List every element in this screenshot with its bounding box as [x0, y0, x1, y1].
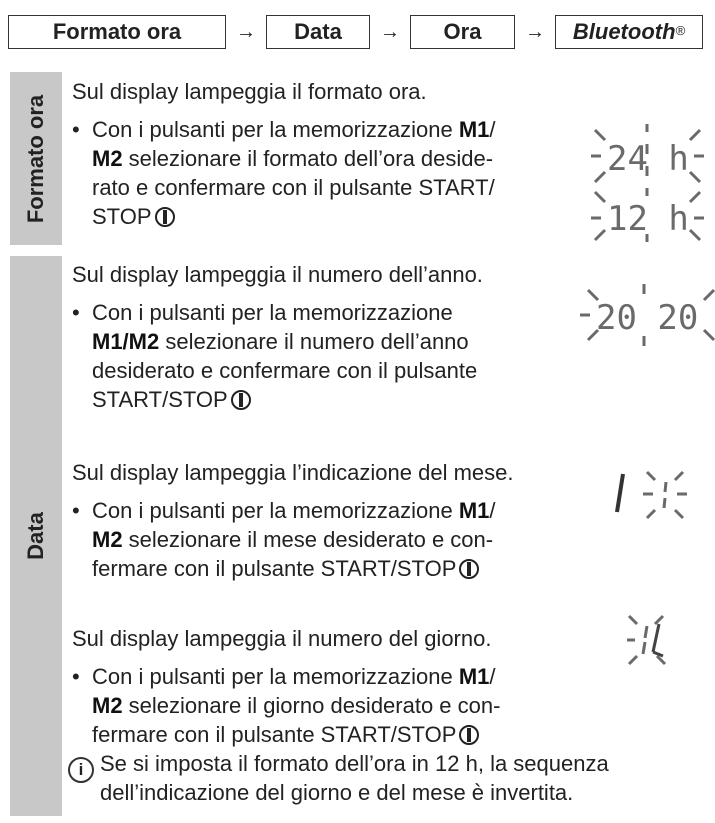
- text: desiderato e confermare con il pulsante: [92, 358, 478, 383]
- button-ref-m1: M1: [458, 498, 490, 523]
- lcd-text: 24 h: [607, 139, 689, 179]
- lcd-display-day: [625, 612, 680, 670]
- text: /: [489, 498, 496, 523]
- setup-flow: [8, 13, 703, 51]
- power-icon: [231, 390, 251, 410]
- trademark-symbol: ®: [675, 22, 686, 38]
- button-ref-m2: M2: [92, 527, 123, 552]
- step-label: Data: [294, 19, 342, 44]
- formato-instruction: [72, 115, 496, 231]
- lcd-display-time-format: [585, 122, 710, 242]
- step-ora: [410, 15, 515, 49]
- text: STOP: [92, 204, 152, 229]
- button-ref-m1-m2: M1/M2: [92, 329, 160, 354]
- lcd-text: 12 h: [607, 199, 689, 239]
- step-data: [266, 15, 370, 49]
- bullet-icon: •: [72, 664, 80, 689]
- power-icon: [155, 207, 175, 227]
- lcd-text: 20 20: [596, 298, 699, 338]
- step-bluetooth: [555, 15, 703, 49]
- power-icon: [459, 559, 479, 579]
- bullet-icon: •: [72, 117, 80, 142]
- section-tab-formato-ora: [10, 72, 62, 245]
- text: fermare con il pulsante START/STOP: [92, 556, 457, 581]
- text: selezionare il numero dell’anno: [159, 329, 469, 354]
- text: Con i pulsanti per la memorizzazione: [92, 498, 459, 523]
- info-note: [100, 749, 609, 807]
- text: dell’indicazione del giorno e del mese è invertita.: [100, 780, 574, 805]
- day-instruction: [72, 662, 500, 749]
- arrow-icon: →: [380, 20, 400, 43]
- section-label: Formato ora: [23, 94, 48, 223]
- text: Se si imposta il formato dell’ora in 12 h, la sequenza: [100, 751, 609, 776]
- text: Con i pulsanti per la memorizzazione: [92, 117, 459, 142]
- month-instruction: [72, 496, 496, 583]
- lcd-display-year: [576, 282, 715, 348]
- text: fermare con il pulsante START/STOP: [92, 722, 457, 747]
- bullet-icon: •: [72, 498, 80, 523]
- bullet-icon: •: [72, 300, 80, 325]
- step-label: Formato ora: [52, 19, 182, 44]
- text: Con i pulsanti per la memorizzazione: [92, 300, 453, 325]
- year-intro: Sul display lampeggia il numero dell’anno.: [72, 262, 483, 287]
- year-instruction: [72, 298, 477, 414]
- button-ref-m1: M1: [458, 117, 490, 142]
- power-icon: [459, 725, 479, 745]
- formato-intro: Sul display lampeggia il formato ora.: [72, 79, 427, 104]
- button-ref-m1: M1: [458, 664, 490, 689]
- info-icon: i: [68, 757, 94, 783]
- text: selezionare il formato dell’ora deside-: [122, 146, 494, 171]
- section-tab-data: [10, 256, 62, 816]
- button-ref-m2: M2: [92, 693, 123, 718]
- button-ref-m2: M2: [92, 146, 123, 171]
- step-label: Ora: [443, 19, 482, 44]
- section-label: Data: [23, 512, 48, 560]
- arrow-icon: →: [525, 20, 545, 43]
- text: START/STOP: [92, 387, 228, 412]
- step-formato-ora: [8, 15, 226, 49]
- text: Con i pulsanti per la memorizzazione: [92, 664, 459, 689]
- text: rato e confermare con il pulsante START/: [92, 175, 495, 200]
- step-label: Bluetooth: [572, 19, 676, 44]
- text: selezionare il mese desiderato e con-: [122, 527, 494, 552]
- text: selezionare il giorno desiderato e con-: [122, 693, 501, 718]
- day-intro: Sul display lampeggia il numero del giorno.: [72, 626, 492, 651]
- arrow-icon: →: [236, 20, 256, 43]
- lcd-display-month: [605, 462, 695, 522]
- text: /: [489, 117, 496, 142]
- month-intro: Sul display lampeggia l’indicazione del mese.: [72, 460, 514, 485]
- text: /: [489, 664, 496, 689]
